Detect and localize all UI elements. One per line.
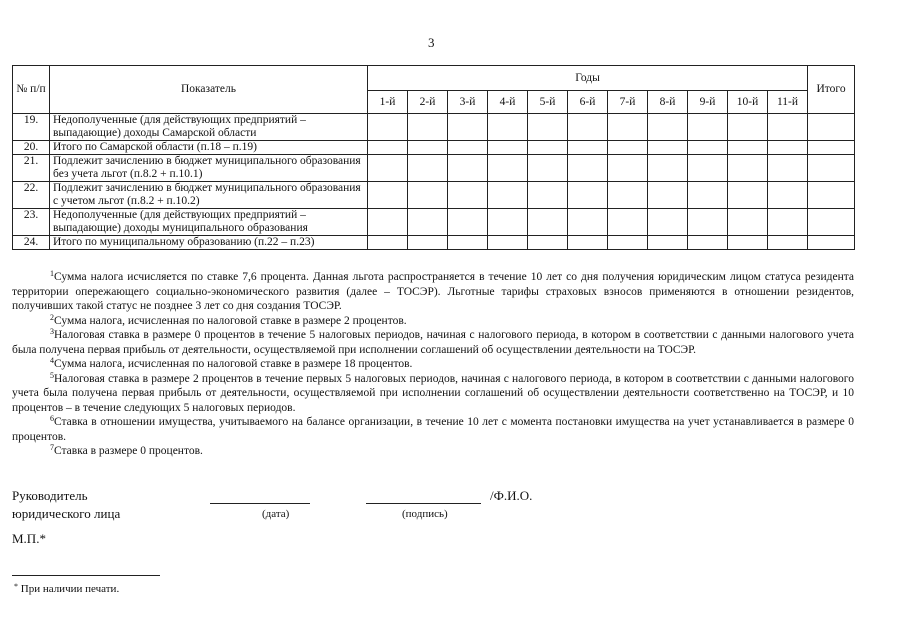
- footnote-text: Сумма налога, исчисленная по налоговой ставке в размере 18 процентов.: [54, 358, 413, 370]
- year-value-cell: [528, 182, 568, 209]
- footnote-4: [12, 357, 854, 372]
- year-value-cell: [568, 236, 608, 250]
- year-value-cell: [688, 209, 728, 236]
- year-value-cell: [688, 182, 728, 209]
- footnote-text: Налоговая ставка в размере 0 процентов в течение 5 налоговых периодов, начиная с налогового периода, в котором в соответствии с данными налогового учета была получена первая прибыль от деятельности, осуществляемой при исполнении соглашений об осуществлении деятельности на ТОСЭР.: [12, 329, 854, 356]
- year-value-cell: [408, 182, 448, 209]
- total-cell: [808, 236, 855, 250]
- year-value-cell: [368, 141, 408, 155]
- table-row: [13, 155, 855, 182]
- page-footnote-text: При наличии печати.: [20, 583, 120, 595]
- year-value-cell: [768, 114, 808, 141]
- footnote-7: [12, 444, 854, 459]
- table-header-row: [13, 66, 855, 91]
- footnote-2: [12, 314, 854, 329]
- table-row: [13, 141, 855, 155]
- year-value-cell: [528, 141, 568, 155]
- year-value-cell: [568, 114, 608, 141]
- year-value-cell: [568, 141, 608, 155]
- year-value-cell: [448, 141, 488, 155]
- year-value-cell: [408, 236, 448, 250]
- year-value-cell: [448, 182, 488, 209]
- row-number: 21.: [13, 155, 50, 182]
- header-year-1: 1-й: [368, 91, 408, 114]
- year-value-cell: [728, 141, 768, 155]
- footnote-separator: [12, 575, 160, 576]
- total-cell: [808, 141, 855, 155]
- year-value-cell: [488, 114, 528, 141]
- year-value-cell: [648, 182, 688, 209]
- footnote-text: Сумма налога, исчисленная по налоговой ставке в размере 2 процентов.: [54, 314, 407, 327]
- header-year-5: 5-й: [528, 91, 568, 114]
- footnote-mark: 5: [50, 370, 54, 380]
- year-value-cell: [768, 209, 808, 236]
- header-year-9: 9-й: [688, 91, 728, 114]
- total-cell: [808, 209, 855, 236]
- footnote-5: [12, 372, 854, 416]
- year-value-cell: [688, 114, 728, 141]
- year-value-cell: [408, 114, 448, 141]
- year-value-cell: [488, 141, 528, 155]
- footnote-mark: 6: [50, 414, 54, 423]
- year-value-cell: [528, 236, 568, 250]
- header-year-2: 2-й: [408, 91, 448, 114]
- row-number: 23.: [13, 209, 50, 236]
- year-value-cell: [368, 209, 408, 236]
- year-value-cell: [528, 209, 568, 236]
- indicator-table: [12, 65, 855, 250]
- year-value-cell: [648, 155, 688, 182]
- year-value-cell: [608, 209, 648, 236]
- header-year-8: 8-й: [648, 91, 688, 114]
- footnote-mark: 2: [50, 312, 54, 322]
- total-cell: [808, 155, 855, 182]
- table-row: [13, 182, 855, 209]
- header-year-11: 11-й: [768, 91, 808, 114]
- date-caption: (дата): [262, 508, 290, 520]
- year-value-cell: [568, 155, 608, 182]
- year-value-cell: [608, 236, 648, 250]
- year-value-cell: [448, 236, 488, 250]
- total-cell: [808, 114, 855, 141]
- footnote-mark: 7: [50, 443, 54, 452]
- signature-line: [366, 503, 481, 504]
- stamp-label: М.П.*: [12, 531, 46, 546]
- footnote-1: [12, 270, 854, 314]
- year-value-cell: [648, 141, 688, 155]
- footnote-3: [12, 328, 854, 357]
- footnote-text: Сумма налога исчисляется по ставке 7,6 процента. Данная льгота распространяется в течение 10 лет со дня получения юридическим лицом статуса резидента территории опережающего социально-экономического развития (далее – ТОСЭР). Льготные тарифы страховых взносов применяются в отношении резидентов, получивших такой статус не позднее 3 лет со дня создания ТОСЭР.: [12, 271, 854, 312]
- year-value-cell: [448, 114, 488, 141]
- row-indicator: Недополученные (для действующих предприятий – выпадающие) доходы Самарской области: [50, 114, 368, 141]
- page-footnote-mark: *: [14, 582, 18, 591]
- year-value-cell: [368, 182, 408, 209]
- footnote-text: Ставка в размере 0 процентов.: [54, 445, 203, 457]
- year-value-cell: [368, 114, 408, 141]
- year-value-cell: [488, 209, 528, 236]
- year-value-cell: [488, 155, 528, 182]
- year-value-cell: [768, 236, 808, 250]
- year-value-cell: [688, 141, 728, 155]
- footnote-mark: 4: [50, 356, 54, 365]
- year-value-cell: [448, 209, 488, 236]
- page-footnote: [14, 582, 119, 595]
- footnote-6: [12, 415, 854, 444]
- header-year-4: 4-й: [488, 91, 528, 114]
- year-value-cell: [728, 155, 768, 182]
- year-value-cell: [688, 155, 728, 182]
- footnote-mark: 3: [50, 327, 54, 336]
- signature-caption: (подпись): [402, 508, 448, 520]
- year-value-cell: [648, 114, 688, 141]
- footnotes: [12, 270, 854, 459]
- year-value-cell: [688, 236, 728, 250]
- year-value-cell: [728, 236, 768, 250]
- year-value-cell: [648, 236, 688, 250]
- year-value-cell: [768, 155, 808, 182]
- year-value-cell: [768, 182, 808, 209]
- row-indicator: Подлежит зачислению в бюджет муниципального образования без учета льгот (п.8.2 + п.10.1): [50, 155, 368, 182]
- year-value-cell: [488, 182, 528, 209]
- footnote-text: Налоговая ставка в размере 2 процентов в течение первых 5 налоговых периодов, начиная с налогового периода, в котором в соответствии с данными налогового учета была получена первая прибыль от деятельности, осуществляемой при исполнении соглашений об осуществлении деятельности соответственно на ТОСЭР, и 10 процентов – в течение следующих 5 налоговых периодов.: [12, 372, 854, 414]
- row-indicator: Недополученные (для действующих предприятий – выпадающие) доходы муниципального образования: [50, 209, 368, 236]
- footnote-mark: 1: [50, 269, 54, 278]
- row-number: 22.: [13, 182, 50, 209]
- signatory-role-line2: юридического лица: [12, 506, 121, 521]
- year-value-cell: [408, 141, 448, 155]
- header-year-6: 6-й: [568, 91, 608, 114]
- header-year-10: 10-й: [728, 91, 768, 114]
- year-value-cell: [368, 236, 408, 250]
- year-value-cell: [728, 182, 768, 209]
- year-value-cell: [768, 141, 808, 155]
- year-value-cell: [728, 209, 768, 236]
- year-value-cell: [368, 155, 408, 182]
- signatory-role-line1: Руководитель: [12, 488, 88, 503]
- name-label: /Ф.И.О.: [490, 488, 533, 503]
- header-indicator: Показатель: [50, 66, 368, 114]
- row-number: 20.: [13, 141, 50, 155]
- year-value-cell: [528, 114, 568, 141]
- year-value-cell: [408, 209, 448, 236]
- total-cell: [808, 182, 855, 209]
- year-value-cell: [448, 155, 488, 182]
- year-value-cell: [608, 141, 648, 155]
- page-number: 3: [428, 35, 435, 50]
- table-row: [13, 236, 855, 250]
- row-number: 19.: [13, 114, 50, 141]
- year-value-cell: [408, 155, 448, 182]
- year-value-cell: [568, 182, 608, 209]
- header-year-7: 7-й: [608, 91, 648, 114]
- date-line: [210, 503, 310, 504]
- table-row: [13, 114, 855, 141]
- header-num: № п/п: [13, 66, 50, 114]
- year-value-cell: [568, 209, 608, 236]
- year-value-cell: [608, 155, 648, 182]
- row-indicator: Подлежит зачислению в бюджет муниципального образования с учетом льгот (п.8.2 + п.10.2): [50, 182, 368, 209]
- year-value-cell: [488, 236, 528, 250]
- year-value-cell: [728, 114, 768, 141]
- table-row: [13, 209, 855, 236]
- year-value-cell: [608, 114, 648, 141]
- row-number: 24.: [13, 236, 50, 250]
- row-indicator: Итого по Самарской области (п.18 – п.19): [50, 141, 368, 155]
- header-total: Итого: [808, 66, 855, 114]
- header-years: Годы: [368, 66, 808, 91]
- year-value-cell: [528, 155, 568, 182]
- header-year-3: 3-й: [448, 91, 488, 114]
- footnote-text: Ставка в отношении имущества, учитываемого на балансе организации, в течение 10 лет с момента постановки имущества на учет устанавливается в размере 0 процентов.: [12, 416, 854, 443]
- row-indicator: Итого по муниципальному образованию (п.22 – п.23): [50, 236, 368, 250]
- year-value-cell: [648, 209, 688, 236]
- year-value-cell: [608, 182, 648, 209]
